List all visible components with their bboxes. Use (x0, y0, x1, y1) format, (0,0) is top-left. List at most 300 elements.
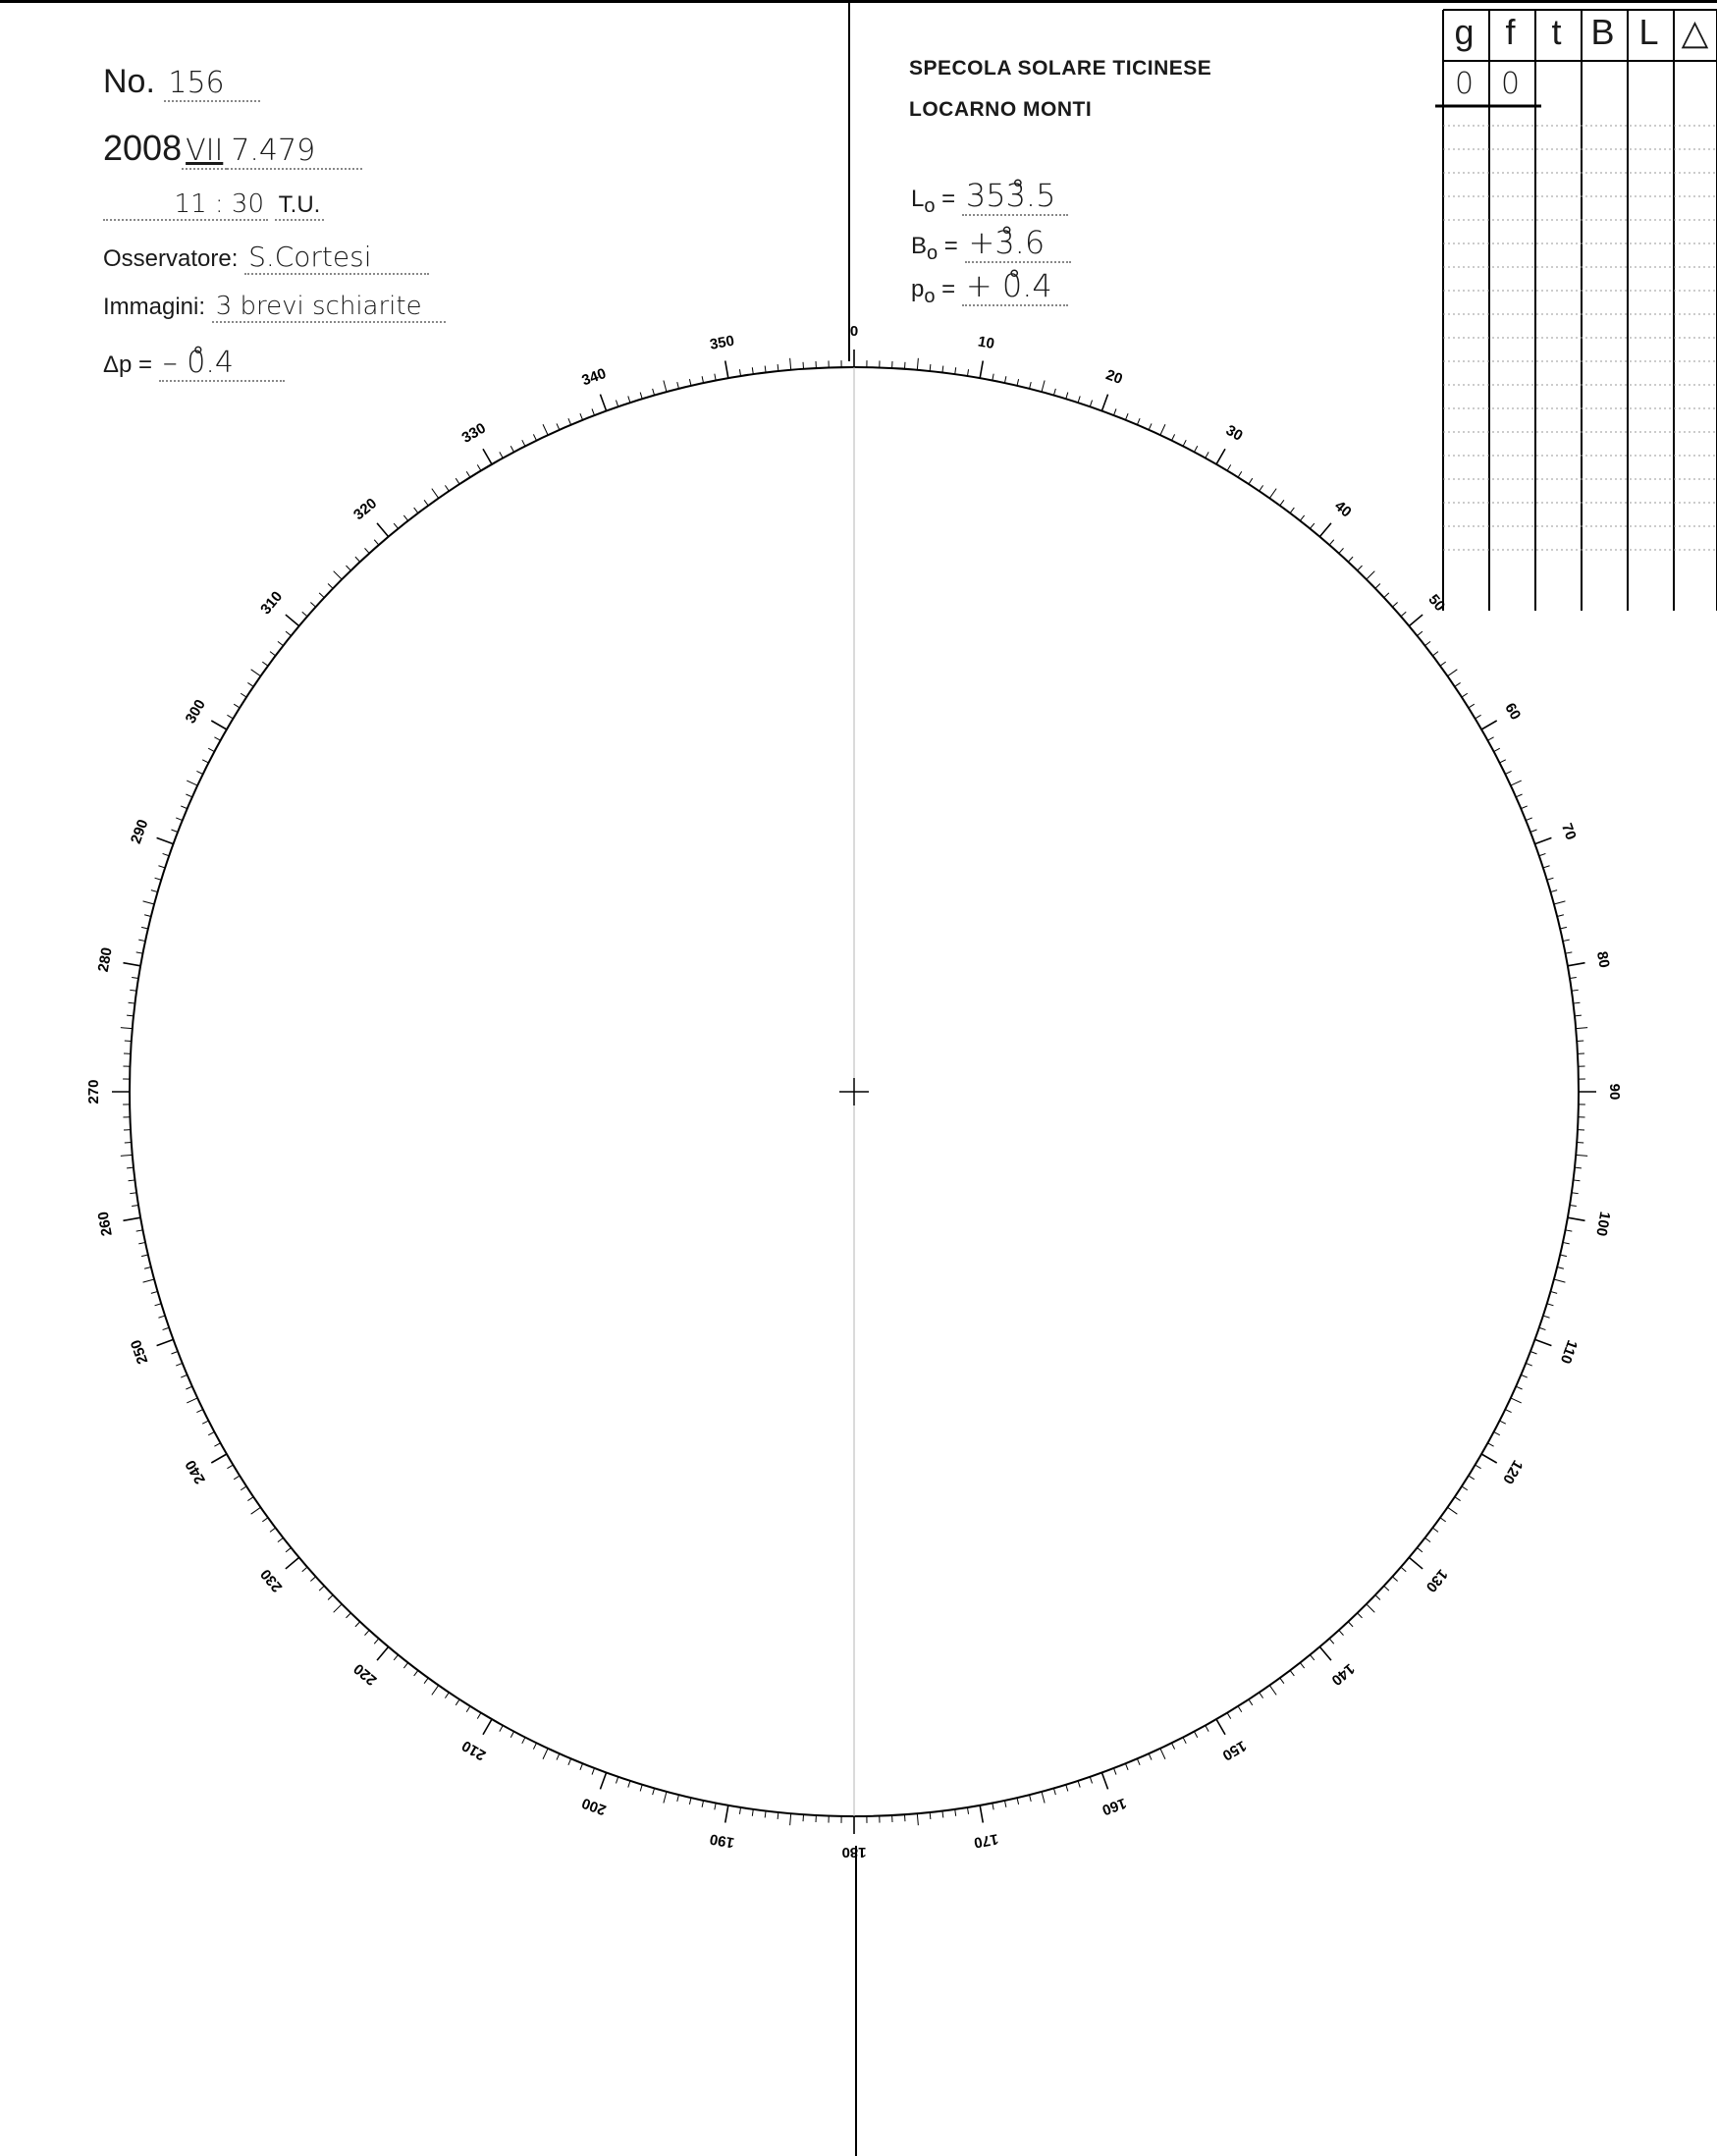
dial-tick (980, 360, 983, 378)
dial-tick (1249, 478, 1253, 484)
col-header-t: t (1551, 12, 1562, 52)
dial-tick (1125, 413, 1128, 419)
p0-sub: o (924, 285, 936, 307)
dial-tick (1511, 781, 1522, 785)
images-label: Immagini: (103, 294, 206, 320)
dial-tick (286, 1557, 299, 1569)
dial-tick (158, 1316, 165, 1318)
dial-tick (1572, 990, 1579, 991)
dial-tick (568, 1758, 571, 1764)
dial-tick (1576, 1155, 1587, 1156)
dial-label: 120 (1499, 1457, 1527, 1487)
dial-tick (1238, 1706, 1242, 1712)
p0-value: + 0̊.4 (962, 267, 1068, 306)
images-value: 3 brevi schiarite (212, 292, 446, 323)
dial-label: 350 (708, 332, 736, 353)
dial-tick (1066, 393, 1068, 400)
record-number-value: 156 (164, 66, 260, 102)
dial-tick (130, 990, 136, 991)
dial-tick (319, 1586, 324, 1590)
dial-tick (980, 1806, 983, 1823)
L0-label: L (911, 186, 925, 212)
dial-tick (1030, 1795, 1032, 1802)
dial-tick (1367, 1604, 1374, 1612)
dial-tick (1557, 1267, 1564, 1269)
dial-tick (1565, 1230, 1572, 1231)
dial-tick (1487, 1443, 1493, 1446)
dial-tick (1249, 1699, 1253, 1705)
dial-tick (262, 662, 268, 666)
dial-tick (1310, 523, 1314, 528)
dial-tick (227, 715, 233, 719)
dial-tick (702, 376, 703, 383)
dial-label: 220 (350, 1659, 381, 1689)
dial-tick (600, 1772, 606, 1789)
observer-value: S.Cortesi (244, 241, 429, 275)
dial-tick (677, 382, 679, 389)
dial-tick (234, 1476, 240, 1480)
dial-tick (1260, 1693, 1263, 1698)
dial-tick (196, 771, 202, 774)
dial-tick (1194, 446, 1197, 452)
dial-tick (377, 1646, 389, 1660)
dial-tick (123, 1217, 140, 1220)
dial-tick (1319, 523, 1331, 537)
dial-tick (765, 366, 766, 373)
dial-tick (1573, 1180, 1580, 1181)
dial-tick (628, 1781, 630, 1788)
dial-tick (1017, 1798, 1019, 1805)
dial-tick (1576, 1028, 1587, 1029)
dial-tick (1004, 376, 1005, 383)
dial-tick (251, 1507, 261, 1514)
dial-tick (1269, 489, 1276, 499)
dial-tick (1557, 915, 1564, 917)
dial-tick (377, 523, 389, 537)
dial-tick (187, 1398, 197, 1403)
dial-tick (715, 1803, 716, 1809)
dial-tick (765, 1810, 766, 1817)
dial-tick (1505, 771, 1511, 774)
dial-tick (1160, 424, 1165, 435)
dial-tick (616, 401, 617, 407)
dial-tick (1543, 866, 1550, 868)
dial-tick (510, 1732, 513, 1738)
dial-tick (270, 1528, 276, 1532)
dial-tick (1550, 1291, 1557, 1293)
dial-label: 300 (182, 696, 209, 727)
dial-tick (394, 523, 398, 528)
ephemeris-B0: $B_o$ = +3̊.6 (911, 224, 1071, 265)
dial-tick (1418, 1547, 1422, 1551)
dial-label: 320 (350, 495, 381, 524)
B0-value: +3̊.6 (965, 224, 1071, 263)
observatory-name: SPECOLA SOLARE TICINESE (909, 57, 1212, 80)
dial-tick (1409, 1557, 1422, 1569)
dial-tick (186, 1386, 191, 1389)
dial-tick (533, 1743, 536, 1749)
dial-tick (211, 721, 227, 729)
dial-label: 240 (182, 1457, 209, 1487)
dial-label: 100 (1592, 1210, 1614, 1238)
dial-tick (163, 853, 170, 855)
dial-tick (432, 489, 439, 499)
dial-tick (270, 652, 276, 656)
dial-tick (241, 1486, 246, 1490)
dial-tick (445, 485, 449, 491)
ephemeris-L0: $L_o$ = 353̊.5 (911, 177, 1068, 218)
dial-tick (129, 1180, 135, 1181)
dial-tick (1505, 1410, 1511, 1413)
dial-tick (424, 1678, 428, 1684)
dial-tick (143, 1279, 155, 1282)
dial-tick (466, 471, 470, 477)
dial-tick (403, 515, 407, 521)
dial-tick (355, 1622, 360, 1627)
dial-tick (1113, 408, 1116, 415)
dial-tick (1526, 1363, 1531, 1366)
dial-tick (144, 1267, 151, 1269)
dial-tick (1534, 1339, 1551, 1345)
date-month: VII (182, 134, 227, 170)
dial-tick (414, 1670, 418, 1676)
dial-tick (917, 358, 918, 370)
dial-tick (653, 1788, 655, 1795)
dial-tick (1206, 1725, 1208, 1731)
dial-tick (1125, 1763, 1128, 1769)
dial-tick (1554, 901, 1566, 904)
dial-tick (790, 358, 791, 370)
dial-label: 60 (1501, 700, 1525, 724)
dial-tick (930, 1812, 931, 1819)
dial-tick (533, 434, 536, 440)
dial-tick (155, 878, 162, 880)
dial-label: 40 (1331, 497, 1355, 521)
dial-tick (1432, 652, 1438, 656)
dial-label: 250 (127, 1337, 152, 1367)
dial-tick (286, 1547, 291, 1551)
dial-tick (121, 1155, 133, 1156)
dial-tick (211, 1454, 227, 1463)
dial-tick (302, 612, 307, 617)
record-number-label: No. (103, 63, 155, 100)
col-header-L: L (1638, 12, 1659, 52)
col-header-g: g (1454, 12, 1475, 52)
dial-tick (1572, 1193, 1579, 1194)
dial-tick (121, 1028, 133, 1029)
dial-tick (1539, 853, 1546, 855)
dial-tick (151, 1291, 158, 1293)
dial-label: 130 (1422, 1565, 1451, 1595)
dial-tick (374, 540, 379, 545)
dial-tick (158, 866, 165, 868)
dial-tick (739, 369, 740, 376)
dial-tick (1526, 818, 1531, 821)
dial-tick (1183, 440, 1186, 446)
dial-label: 190 (708, 1830, 736, 1852)
dial-label: 90 (1606, 1083, 1624, 1101)
dial-tick (600, 395, 606, 411)
dial-tick (955, 1809, 956, 1816)
delta-p-label: Δp = (103, 351, 153, 378)
dial-tick (580, 413, 583, 419)
dial-tick (1521, 806, 1527, 809)
dial-tick (1462, 693, 1468, 697)
dial-tick (414, 508, 418, 513)
dial-tick (1319, 1646, 1331, 1660)
dial-tick (790, 1813, 791, 1825)
dial-tick (1004, 1801, 1005, 1807)
dial-tick (1425, 641, 1431, 645)
dial-label: 150 (1219, 1737, 1250, 1764)
dial-label: 180 (841, 1844, 867, 1861)
dial-tick (1568, 1217, 1585, 1220)
dial-tick (725, 360, 728, 378)
dial-tick (1573, 1002, 1580, 1003)
dial-tick (1570, 977, 1577, 978)
dial-tick (477, 1713, 481, 1719)
dial-tick (1300, 515, 1304, 521)
dial-label: 210 (458, 1737, 489, 1764)
dial-tick (286, 631, 291, 635)
dial-tick (1339, 1630, 1344, 1635)
dial-tick (967, 369, 968, 376)
dial-label: 160 (1100, 1794, 1129, 1819)
dial-tick (1042, 381, 1045, 393)
dial-tick (1560, 927, 1567, 929)
dial-tick (1534, 837, 1551, 843)
dial-tick (328, 1595, 333, 1600)
dial-tick (127, 1015, 134, 1016)
dial-tick (1425, 1537, 1431, 1541)
dial-tick (1530, 1351, 1537, 1354)
L0-value: 353̊.5 (962, 177, 1068, 216)
dial-tick (1560, 1255, 1567, 1257)
dial-tick (155, 1304, 162, 1306)
dial-tick (1563, 1242, 1570, 1243)
dial-tick (132, 977, 138, 978)
cell-f: 0 (1500, 67, 1521, 101)
date-day: 7.479 (227, 134, 362, 170)
dial-tick (157, 1339, 174, 1345)
dial-label: 30 (1222, 421, 1246, 445)
dial-tick (310, 1577, 315, 1582)
dial-tick (1269, 1686, 1276, 1696)
dial-tick (1227, 1713, 1231, 1719)
dial-tick (1194, 1732, 1197, 1738)
dial-tick (1500, 1421, 1506, 1424)
dial-tick (1401, 1567, 1406, 1572)
dial-tick (930, 364, 931, 371)
col-header-f: f (1505, 12, 1516, 52)
dial-tick (942, 366, 943, 373)
dial-tick (171, 830, 178, 833)
dial-label: 280 (94, 945, 116, 974)
dial-tick (334, 1604, 342, 1612)
dial-tick (1260, 485, 1263, 491)
dial-tick (543, 1749, 548, 1759)
dial-tick (1469, 1476, 1475, 1480)
dial-tick (1329, 1639, 1334, 1644)
dial-tick (424, 500, 428, 506)
dial-tick (1280, 500, 1284, 506)
dial-tick (616, 1777, 617, 1784)
dial-tick (328, 583, 333, 588)
dial-tick (1448, 1507, 1458, 1514)
dial-tick (1539, 1327, 1546, 1329)
dial-tick (967, 1807, 968, 1814)
dial-tick (1030, 382, 1032, 389)
dial-tick (1172, 1743, 1175, 1749)
dial-tick (141, 1255, 148, 1257)
dial-tick (1375, 583, 1380, 588)
dial-tick (1216, 1719, 1225, 1735)
dial-tick (1455, 1497, 1461, 1501)
L0-sub: o (924, 194, 936, 217)
dial-tick (445, 1693, 449, 1698)
dial-tick (127, 1167, 134, 1168)
dial-tick (130, 1193, 136, 1194)
dial-tick (143, 901, 155, 904)
dial-tick (1530, 830, 1537, 833)
dial-tick (151, 890, 158, 892)
dial-tick (278, 1537, 284, 1541)
dial-tick (1481, 721, 1497, 729)
dial-tick (1494, 1431, 1500, 1434)
dial-tick (208, 1431, 214, 1434)
dial-tick (752, 1809, 753, 1816)
dial-tick (1183, 1738, 1186, 1744)
dial-tick (500, 452, 503, 458)
dial-tick (1149, 1753, 1152, 1759)
cell-g: 0 (1454, 67, 1475, 101)
dial-tick (181, 806, 187, 809)
dial-label: 340 (579, 364, 609, 390)
dial-label: 310 (257, 588, 287, 619)
dial-tick (580, 1763, 583, 1769)
dial-tick (653, 389, 655, 396)
dial-tick (664, 381, 667, 393)
dial-tick (1392, 1577, 1397, 1582)
dial-tick (1440, 662, 1446, 666)
dial-tick (163, 1327, 170, 1329)
dial-tick (543, 424, 548, 435)
dial-tick (500, 1725, 503, 1731)
dial-tick (247, 682, 253, 686)
dial-tick (522, 1738, 525, 1744)
dial-tick (394, 1655, 398, 1660)
dial-tick (346, 1613, 350, 1618)
dial-tick (1575, 1015, 1582, 1016)
dial-tick (1066, 1785, 1068, 1792)
dial-tick (466, 1706, 470, 1712)
dial-tick (725, 1806, 728, 1823)
dial-tick (1348, 1622, 1353, 1627)
dial-tick (364, 1630, 369, 1635)
dial-tick (278, 641, 284, 645)
dial-tick (1418, 631, 1422, 635)
dial-tick (1384, 1586, 1389, 1590)
dial-tick (187, 781, 197, 785)
dial-tick (1448, 670, 1458, 676)
B0-label: B (911, 233, 928, 259)
dial-tick (262, 1518, 268, 1522)
dial-label: 290 (127, 817, 152, 846)
observer-label: Osservatore: (103, 245, 239, 272)
dial-tick (1476, 715, 1481, 719)
dial-tick (334, 571, 342, 579)
dial-tick (1432, 1528, 1438, 1532)
dial-label: 110 (1556, 1337, 1581, 1367)
dial-tick (1329, 540, 1334, 545)
dial-tick (1280, 1678, 1284, 1684)
dial-label: 20 (1103, 366, 1125, 389)
dial-tick (640, 393, 642, 400)
dial-tick (1101, 1772, 1107, 1789)
dial-tick (456, 1699, 459, 1705)
dial-tick (702, 1801, 703, 1807)
dial-tick (942, 1810, 943, 1817)
dial-tick (640, 1785, 642, 1792)
dial-tick (129, 1002, 135, 1003)
dial-label: 230 (257, 1565, 287, 1595)
dial-tick (1375, 1595, 1380, 1600)
dial-tick (144, 915, 151, 917)
dial-tick (1172, 434, 1175, 440)
dial-label: 260 (94, 1210, 116, 1238)
dial-tick (214, 737, 220, 740)
dial-tick (677, 1795, 679, 1802)
dial-tick (1570, 1205, 1577, 1206)
dial-label: 330 (458, 419, 489, 447)
dial-label: 0 (849, 322, 859, 340)
dial-tick (123, 963, 140, 966)
dial-tick (483, 449, 492, 464)
dial-tick (592, 408, 595, 415)
dial-tick (664, 1792, 667, 1804)
dial-tick (202, 1421, 208, 1424)
dial-label: 10 (976, 333, 996, 353)
dial-tick (483, 1719, 492, 1735)
dial-tick (374, 1639, 379, 1644)
dial-tick (1090, 401, 1092, 407)
dial-tick (1476, 1465, 1481, 1469)
dial-tick (234, 704, 240, 708)
dial-tick (1053, 389, 1055, 396)
dial-tick (1511, 1398, 1522, 1403)
dial-tick (1090, 1777, 1092, 1784)
col-header-delta: △ (1681, 12, 1709, 52)
dial-tick (214, 1443, 220, 1446)
dial-tick (403, 1663, 407, 1669)
dial-tick (1575, 1167, 1582, 1168)
dial-label: 170 (972, 1830, 1000, 1852)
dial-tick (1227, 464, 1231, 470)
dial-tick (1547, 878, 1554, 880)
dial-tick (136, 952, 143, 953)
dial-tick (568, 418, 571, 424)
dial-tick (1113, 1768, 1116, 1775)
dial-tick (251, 670, 261, 676)
dial-tick (689, 1798, 691, 1805)
dial-tick (1137, 1758, 1140, 1764)
B0-sub: o (927, 242, 939, 264)
dial-tick (1042, 1792, 1045, 1804)
dial-tick (302, 1567, 307, 1572)
observatory-location: LOCARNO MONTI (909, 98, 1093, 121)
date-year: 2008 (103, 128, 183, 168)
dial-tick (715, 374, 716, 381)
